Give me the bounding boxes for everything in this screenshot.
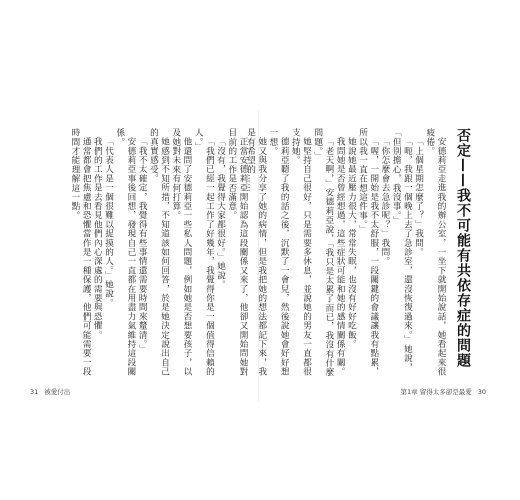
paragraph: 「呃，我跟一個晚上去了急診室，還沒恢復過來。」她說，「但別擔心，我沒事。」 [391, 128, 413, 372]
left-folio [30, 387, 70, 396]
paragraph: 正當安德莉亞開始認為這段關係又來了，他卻又開始問她對目前的工作是否滿意。 [226, 128, 248, 376]
page-number: 30 [477, 388, 486, 396]
paragraph: 「老天啊，」安德莉亞說，「我只是太累了而已，我沒有什麼問題。」 [312, 128, 334, 377]
paragraph: 她堅持自己很好，只是需要多休息，並說她的男友一直都很支持她。 [290, 128, 312, 376]
paragraph: 通常都會把焦慮和恐懼當作是一種保護，他們可能需要一段時間才能理解這一點。 [69, 128, 92, 376]
paragraph: 他還問了安德莉亞一些私人問題，例如她是否想要孩子，以及她對未來有何打算。 [170, 128, 192, 376]
paragraph: 「代表人是一個很難以捉摸的人。」她說。 [103, 136, 114, 308]
paragraph: 德莉亞聽了我的話之後，沉默了一會兒，然後說她會好好想一想。 [267, 128, 290, 376]
right-folio [401, 387, 486, 396]
paragraph: 「我們已經一起工作了好幾年，我覺得你是一個值得信賴的人。」 [193, 128, 215, 376]
page-number: 31 [30, 388, 39, 396]
paragraph: 她感到不知所措，不知道該如何回答，於是她決定說出自己的真實感受。 [148, 128, 170, 376]
paragraph: 「喔，一開始是我不太舒服，一段關鍵的會議讓我有點累，所以我一直在想這件事。」 [357, 128, 379, 376]
paragraph: 她又與我分享了她的病情，但是我把她的想法都記下來，我是有希望的…… [245, 128, 267, 376]
book-spread [22, 106, 494, 406]
left-body-text [34, 128, 248, 380]
paragraph: 「你怎麼會去急診呢？」我問。 [379, 136, 390, 266]
paragraph: 我問她是否曾經想過，這些症狀可能和她的感情關係有關。 [335, 136, 346, 376]
paragraph: 我們的工作是去看見他們內心深處的需要與恐懼。 [92, 136, 103, 339]
right-page [245, 106, 494, 406]
left-page [22, 106, 254, 406]
paragraph: 「上個星期怎麼了？」我問。 [413, 136, 424, 257]
paragraph: 安德莉亞事後回想，發現自己一直都在用盡力氣維持這段關係。 [114, 128, 136, 376]
paragraph: 她說她最近壓力很大，常常失眠，也沒有好好吃飯。 [346, 136, 357, 349]
paragraph: 「我不太確定，我覺得有些事情還需要時間來釐清。」 [137, 136, 148, 354]
running-title: 被愛付出 [44, 388, 71, 396]
paragraph: 「沒有，我覺得大家都很好。」她說。 [215, 136, 226, 289]
chapter-title: 第1章 留得太多卻是最愛 [400, 388, 472, 396]
paragraph: 安德莉亞走進我的辦公室，一坐下就開始說話，她看起來很疲倦。 [424, 128, 446, 376]
right-body-text [245, 128, 446, 380]
section-heading: 否定——我不可能有共依存症的問題 [455, 128, 471, 368]
